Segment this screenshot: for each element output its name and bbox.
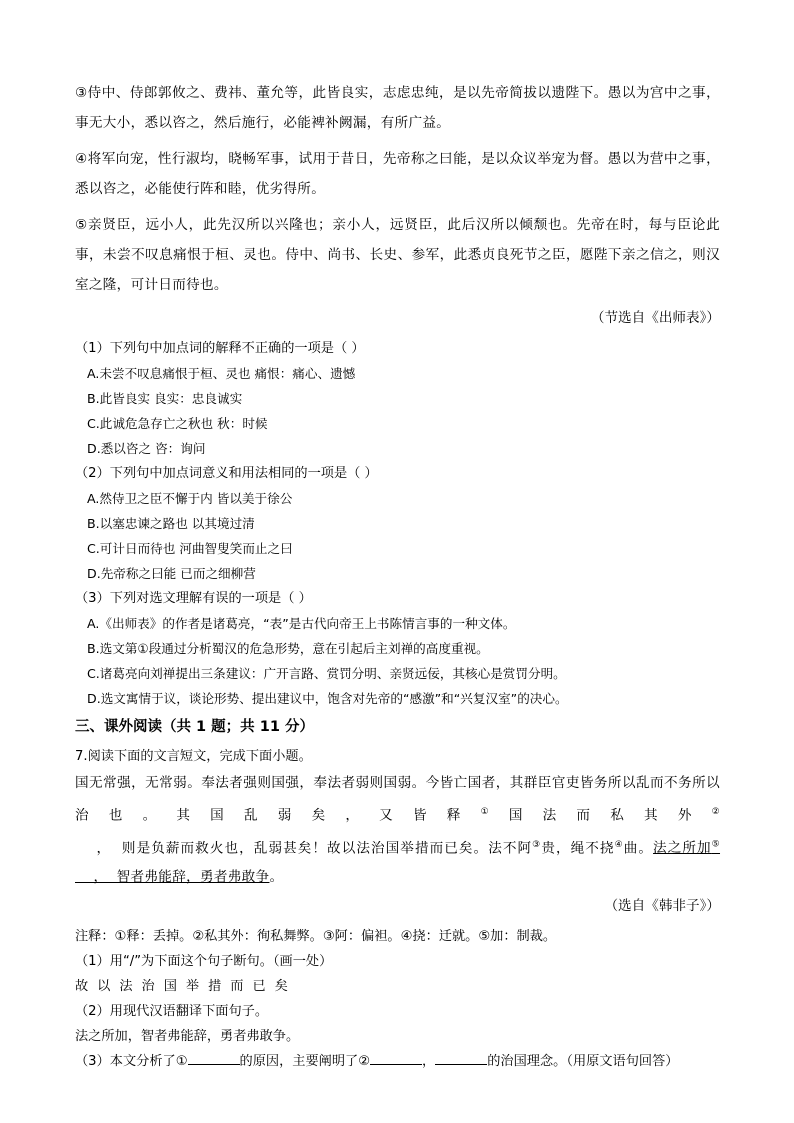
reading-question-2: （2）用现代汉语翻译下面句子。	[75, 1004, 269, 1020]
reading-question-2-sentence: 法之所加，智者弗能辞，勇者弗敢争。	[75, 1029, 300, 1045]
reading-text-b: 国法而私其外	[508, 807, 712, 824]
note-marker-5: ⑤	[711, 839, 721, 850]
note-marker-3: ③	[532, 839, 542, 850]
note-marker-1: ①	[480, 807, 509, 817]
reading-text-d: 贵，绳不挠	[541, 840, 615, 857]
reading-text-a: 国无常强，无常弱。奉法者强则国强，奉法者弱则国弱。今皆亡国者，其群臣官吏皆务所以乱而不务所以治也。其国乱弱矣，又皆释	[75, 775, 720, 824]
reading-text-f: 。	[269, 869, 284, 886]
question-1-option-b: B.此皆良实 良实：忠良诚实	[87, 391, 243, 406]
passage-paragraph-5: ⑤亲贤臣，远小人，此先汉所以兴隆也；亲小人，远贤臣，此后汉所以倾颓也。先帝在时，每与臣论此事，未尝不叹息痛恨于桓、灵也。侍中、尚书、长史、参军，此悉贞良死节之臣，愿陛下亲之信之，则汉室之隆，可计日而待也。	[75, 217, 720, 293]
question-1-stem: （1）下列句中加点词的解释不正确的一项是（ ）	[75, 341, 365, 356]
reading-intro: 7.阅读下面的文言短文，完成下面小题。	[75, 749, 312, 764]
section-heading: 三、课外阅读（共 1 题；共 11 分）	[75, 719, 314, 735]
question-2-option-d: D.先帝称之曰能 已而之细柳营	[87, 566, 256, 581]
reading-passage	[75, 769, 720, 892]
reading-question-3-text-b: 的原因，主要阐明了②	[239, 1054, 371, 1070]
reading-text-c: ， 则是负薪而救火也，乱弱甚矣！故以法治国举措而已矣。法不阿	[75, 840, 533, 857]
question-2-stem: （2）下列句中加点词意义和用法相同的一项是（ ）	[75, 466, 378, 481]
question-2-option-b: B.以塞忠谏之路也 以其境过清	[87, 516, 255, 531]
reading-notes: 注释：①释：丢掉。②私其外：徇私舞弊。③阿：偏袒。④挠：迁就。⑤加：制裁。	[75, 929, 557, 945]
reading-text-e: 曲。	[623, 840, 654, 857]
reading-question-1: （1）用“/”为下面这个句子断句。（画一处）	[75, 954, 333, 970]
reading-question-3-text-d: 的治国理念。（用原文语句回答）	[487, 1054, 679, 1070]
question-1-option-d: D.悉以咨之 咨：询问	[87, 441, 206, 456]
underlined-text-b: ， 智者弗能辞，勇者弗敢争	[75, 869, 270, 886]
question-3-stem: （3）下列对选文理解有误的一项是（ ）	[75, 591, 312, 606]
question-2-option-c: C.可计日而待也 河曲智叟笑而止之曰	[87, 541, 293, 556]
reading-question-3-text-a: （3）本文分析了①	[75, 1054, 188, 1070]
reading-question-3	[75, 1049, 720, 1074]
question-2-option-a: A.然侍卫之臣不懈于内 皆以美于徐公	[87, 491, 293, 506]
reading-source: （选自《韩非子》）	[604, 898, 720, 915]
question-1-option-c: C.此诚危急存亡之秋也 秋：时候	[87, 416, 268, 431]
answer-blank-3[interactable]	[435, 1050, 487, 1065]
note-marker-4: ④	[614, 839, 624, 850]
note-marker-2: ②	[711, 807, 720, 817]
answer-blank-1[interactable]	[188, 1050, 240, 1065]
passage-paragraph-4: ④将军向宠，性行淑均，晓畅军事，试用于昔日，先帝称之曰能，是以众议举宠为督。愚以为营中之事，悉以咨之，必能使行阵和睦，优劣得所。	[75, 151, 720, 197]
question-3-option-c: C.诸葛亮向刘禅提出三条建议：广开言路、赏罚分明、亲贤远佞，其核心是赏罚分明。	[87, 666, 566, 681]
reading-question-3-text-c: ，	[422, 1054, 436, 1070]
reading-question-1-sentence: 故以法治国举措而已矣	[75, 979, 297, 995]
passage-paragraph-3: ③侍中、侍郎郭攸之、费祎、董允等，此皆良实，志虑忠纯，是以先帝简拔以遗陛下。愚以为宫中之事，事无大小，悉以咨之，然后施行，必能裨补阙漏，有所广益。	[75, 85, 720, 131]
answer-blank-2[interactable]	[370, 1050, 422, 1065]
passage-source: （节选自《出师表》）	[590, 310, 720, 326]
document-page	[75, 78, 720, 1074]
question-3-option-b: B.选文第①段通过分析蜀汉的危急形势，意在引起后主刘禅的高度重视。	[87, 641, 489, 656]
underlined-text-a: 法之所加	[653, 840, 712, 857]
question-3-option-a: A.《出师表》的作者是诸葛亮，“表”是古代向帝王上书陈情言事的一种文体。	[87, 616, 516, 631]
question-1-option-a: A.未尝不叹息痛恨于桓、灵也 痛恨：痛心、遗憾	[87, 366, 356, 381]
question-3-option-d: D.选文寓情于议，谈论形势、提出建议中，饱含对先帝的“感激”和“兴复汉室”的决心。	[87, 691, 568, 706]
